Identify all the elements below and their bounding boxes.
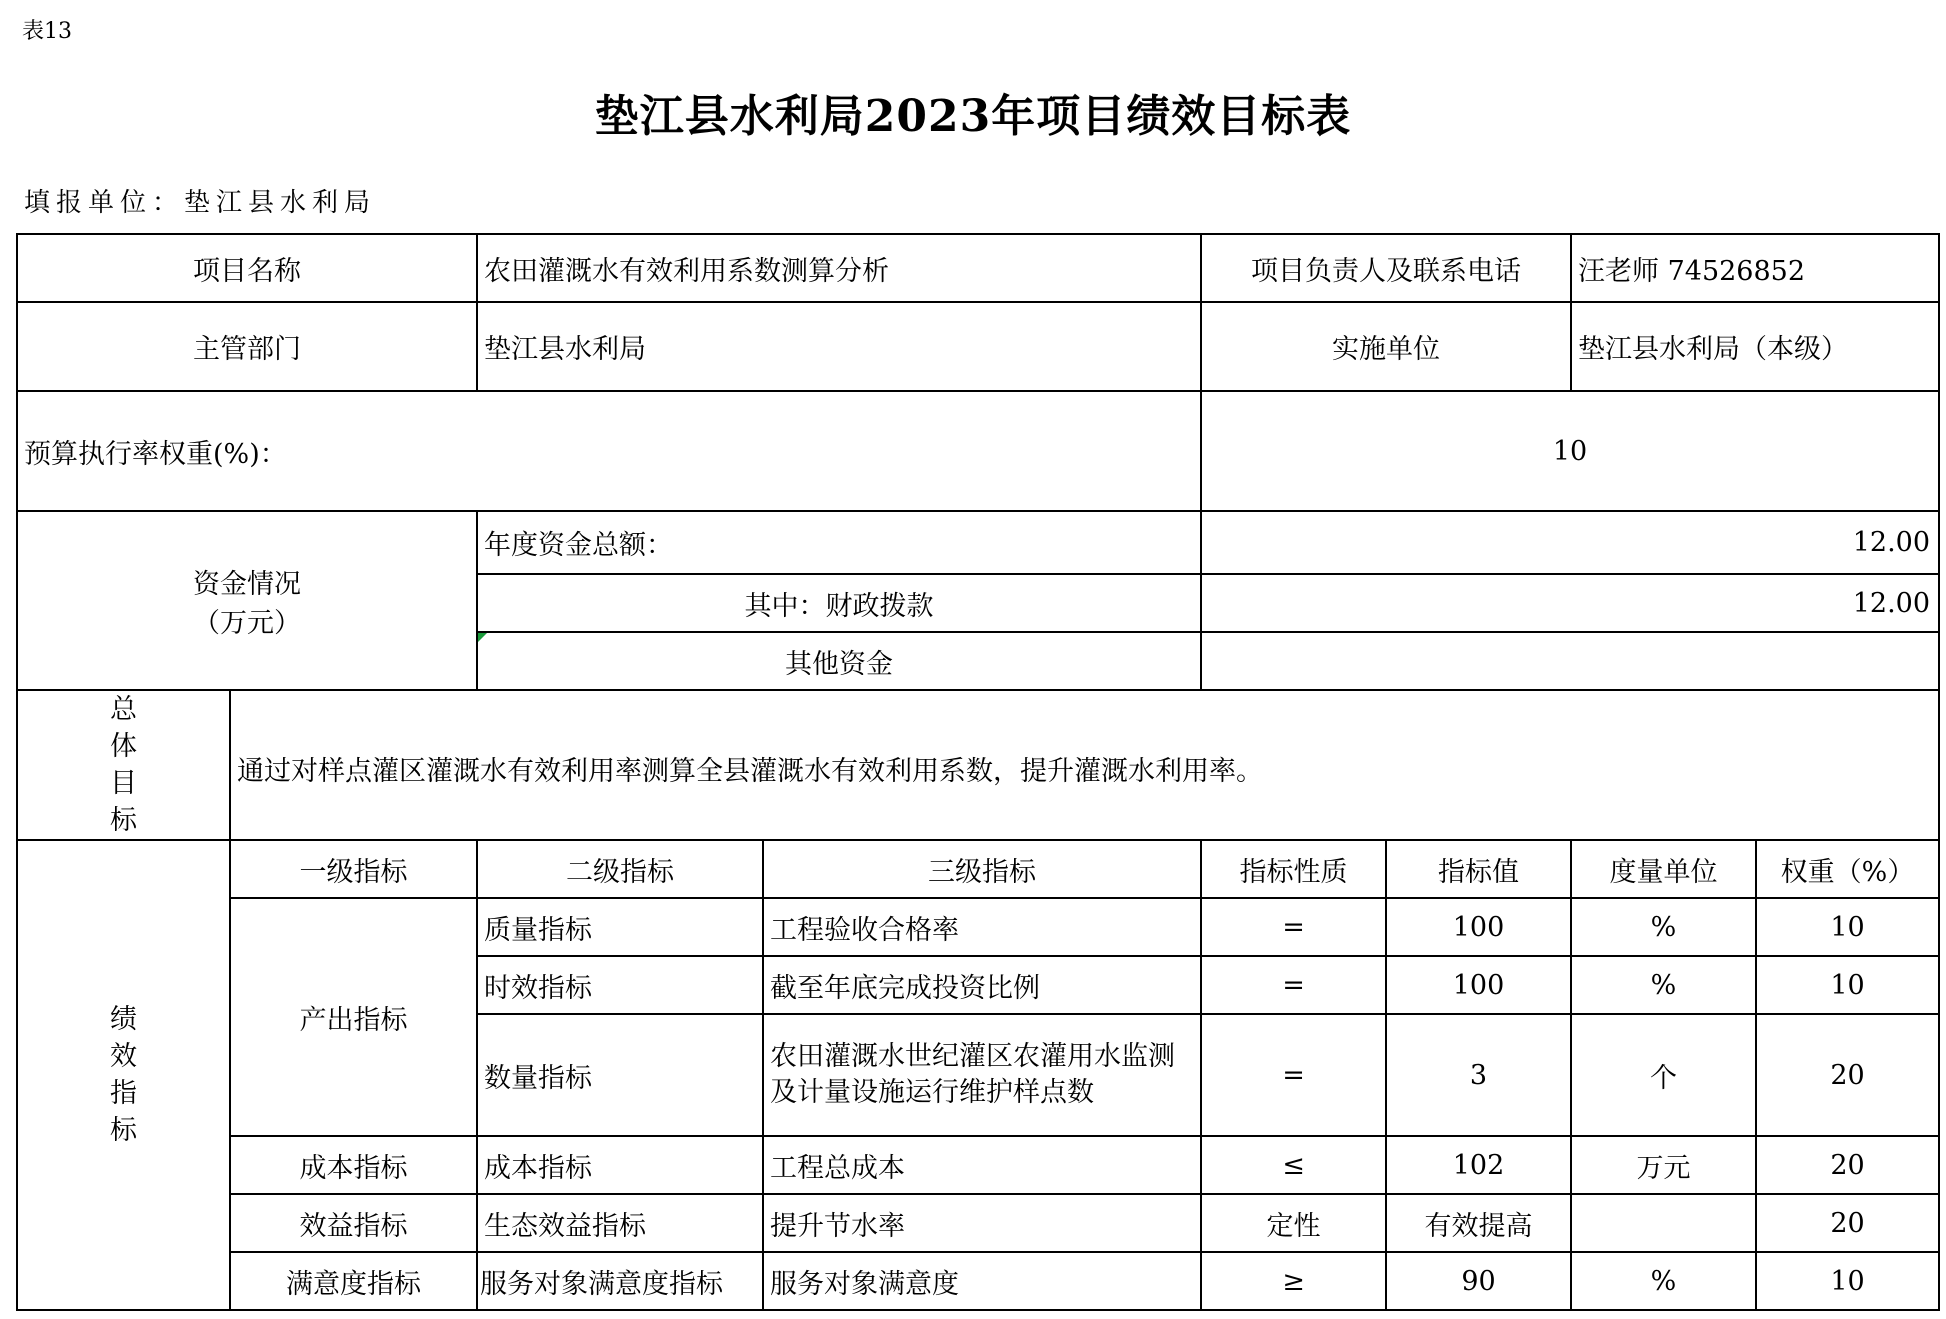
table-row <box>17 1136 1939 1194</box>
weight-cell: 20 <box>1756 1014 1939 1136</box>
page-title: 垫江县水利局2023年项目绩效目标表 <box>594 91 1352 142</box>
funds-label-line2: （万元） <box>193 607 301 639</box>
indicators-label-char: 指 <box>110 1078 137 1109</box>
header-level2: 二级指标 <box>477 840 763 898</box>
impl-label: 实施单位 <box>1201 302 1571 391</box>
level3-cell: 提升节水率 <box>763 1194 1201 1252</box>
header-level1: 一级指标 <box>230 840 477 898</box>
funds-fiscal-value: 12.00 <box>1201 574 1939 632</box>
budget-weight-label: 预算执行率权重(%)： <box>17 391 1201 511</box>
nature-cell: 定性 <box>1201 1194 1386 1252</box>
header-nature: 指标性质 <box>1201 840 1386 898</box>
level1-satisfaction: 满意度指标 <box>230 1252 477 1310</box>
weight-cell: 20 <box>1756 1136 1939 1194</box>
header-value: 指标值 <box>1386 840 1571 898</box>
sheet-number: 表13 <box>22 19 72 44</box>
nature-cell: = <box>1201 898 1386 956</box>
indicators-label <box>17 840 230 1310</box>
level2-cell: 时效指标 <box>477 956 763 1014</box>
funds-total-label: 年度资金总额： <box>477 511 1201 574</box>
weight-cell: 10 <box>1756 898 1939 956</box>
funds-other-label-text: 其他资金 <box>785 648 893 680</box>
value-cell: 102 <box>1386 1136 1571 1194</box>
table-row <box>17 898 1939 956</box>
table-row <box>17 1194 1939 1252</box>
project-name: 农田灌溉水有效利用系数测算分析 <box>477 234 1201 302</box>
level2-cell: 数量指标 <box>477 1014 763 1136</box>
goal-label-char: 体 <box>110 731 137 762</box>
value-cell: 90 <box>1386 1252 1571 1310</box>
goal-label-char: 标 <box>110 805 137 836</box>
indicators-label-char: 效 <box>110 1041 137 1072</box>
goal-label-char: 目 <box>110 768 137 799</box>
cell-comment-marker <box>478 633 487 642</box>
level3-cell: 工程验收合格率 <box>763 898 1201 956</box>
header-unit: 度量单位 <box>1571 840 1756 898</box>
funds-label <box>17 511 477 690</box>
weight-cell: 20 <box>1756 1194 1939 1252</box>
unit-cell: % <box>1571 1252 1756 1310</box>
level2-cell: 质量指标 <box>477 898 763 956</box>
funds-label-line1: 资金情况 <box>193 568 301 600</box>
dept-value: 垫江县水利局 <box>477 302 1201 391</box>
value-cell: 100 <box>1386 898 1571 956</box>
project-name-label: 项目名称 <box>17 234 477 302</box>
level1-cost: 成本指标 <box>230 1136 477 1194</box>
goal-label-char: 总 <box>110 694 137 725</box>
level1-output: 产出指标 <box>230 898 477 1136</box>
level2-cell: 服务对象满意度指标 <box>477 1252 763 1310</box>
reporting-unit: 填报单位：垫江县水利局 <box>24 188 377 218</box>
nature-cell: = <box>1201 1014 1386 1136</box>
level3-cell: 截至年底完成投资比例 <box>763 956 1201 1014</box>
value-cell: 有效提高 <box>1386 1194 1571 1252</box>
unit-cell: % <box>1571 898 1756 956</box>
goal-text: 通过对样点灌区灌溉水有效利用率测算全县灌溉水有效利用系数，提升灌溉水利用率。 <box>230 690 1939 840</box>
unit-cell: 个 <box>1571 1014 1756 1136</box>
value-cell: 3 <box>1386 1014 1571 1136</box>
table-row <box>17 1252 1939 1310</box>
funds-other-value <box>1201 632 1939 690</box>
indicators-label-char: 标 <box>110 1115 137 1146</box>
level1-benefit: 效益指标 <box>230 1194 477 1252</box>
weight-cell: 10 <box>1756 1252 1939 1310</box>
unit-cell: % <box>1571 956 1756 1014</box>
unit-cell: 万元 <box>1571 1136 1756 1194</box>
funds-other-label <box>477 632 1201 690</box>
level3-cell: 服务对象满意度 <box>763 1252 1201 1310</box>
weight-cell: 10 <box>1756 956 1939 1014</box>
impl-value: 垫江县水利局（本级） <box>1571 302 1939 391</box>
dept-label: 主管部门 <box>17 302 477 391</box>
goal-label <box>17 690 230 840</box>
project-manager: 汪老师 74526852 <box>1571 234 1939 302</box>
nature-cell: = <box>1201 956 1386 1014</box>
indicators-label-char: 绩 <box>110 1004 137 1035</box>
funds-total-value: 12.00 <box>1201 511 1939 574</box>
header-level3: 三级指标 <box>763 840 1201 898</box>
level2-cell: 生态效益指标 <box>477 1194 763 1252</box>
level2-cell: 成本指标 <box>477 1136 763 1194</box>
budget-weight-value: 10 <box>1201 391 1939 511</box>
nature-cell: ≥ <box>1201 1252 1386 1310</box>
performance-table <box>16 233 1940 1311</box>
nature-cell: ≤ <box>1201 1136 1386 1194</box>
header-weight: 权重（%） <box>1756 840 1939 898</box>
project-manager-label: 项目负责人及联系电话 <box>1201 234 1571 302</box>
funds-fiscal-label: 其中：财政拨款 <box>477 574 1201 632</box>
unit-cell <box>1571 1194 1756 1252</box>
value-cell: 100 <box>1386 956 1571 1014</box>
level3-cell: 农田灌溉水世纪灌区农灌用水监测及计量设施运行维护样点数 <box>763 1014 1201 1136</box>
level3-cell: 工程总成本 <box>763 1136 1201 1194</box>
